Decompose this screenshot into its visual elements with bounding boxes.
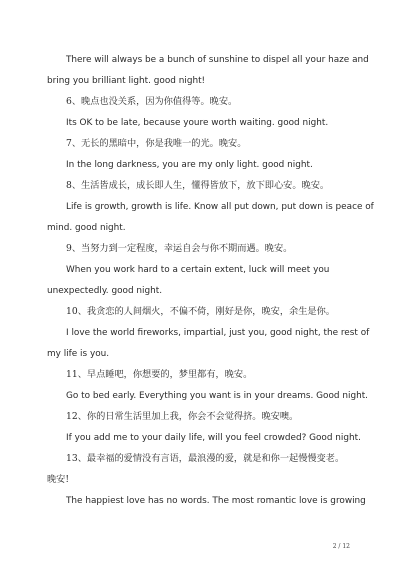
text-line: 8、生活皆成长，成长即人生，懂得皆放下，放下即心安。晚安。 [66,180,330,191]
text-line: 10、我贪恋的人间烟火，不偏不倚，刚好是你，晚安，余生是你。 [66,306,335,317]
text-line: If you add me to your daily life, will you feel crowded? Good night. [66,433,361,443]
text-line: 9、当努力到一定程度，幸运自会与你不期而遇。晚安。 [66,243,293,254]
text-line: 晚安! [47,474,70,485]
text-line: bring you brilliant light. good night! [47,76,206,86]
page-number: 2 / 12 [332,543,350,550]
text-line: The happiest love has no words. The most romantic love is growing [66,496,366,506]
text-line: unexpectedly. good night. [47,286,163,296]
text-line: In the long darkness, you are my only light. good night. [66,160,313,170]
text-line: 6、晚点也没关系，因为你值得等。晚安。 [66,96,238,107]
text-line: Life is growth, growth is life. Know all put down, put down is peace of [66,202,374,212]
text-line: 12、你的日常生活里加上我，你会不会觉得挤。晚安噢。 [66,411,299,422]
text-line: Go to bed early. Everything you want is in your dreams. Good night. [66,391,369,401]
text-line: Its OK to be late, because youre worth waiting. good night. [66,118,329,128]
text-line: mind. good night. [47,223,126,233]
text-line: 11、早点睡吧，你想要的，梦里都有，晚安。 [66,369,253,380]
text-line: I love the world fireworks, impartial, just you, good night, the rest of [66,328,370,338]
text-line: my life is you. [47,349,110,359]
text-line: There will always be a bunch of sunshine to dispel all your haze and [66,55,369,65]
text-line: 7、无长的黑暗中，你是我唯一的光。晚安。 [66,138,247,149]
text-line: 13、最幸福的爱情没有言语，最浪漫的爱，就是和你一起慢慢变老。 [66,453,345,464]
text-line: When you work hard to a certain extent, luck will meet you [66,265,330,275]
